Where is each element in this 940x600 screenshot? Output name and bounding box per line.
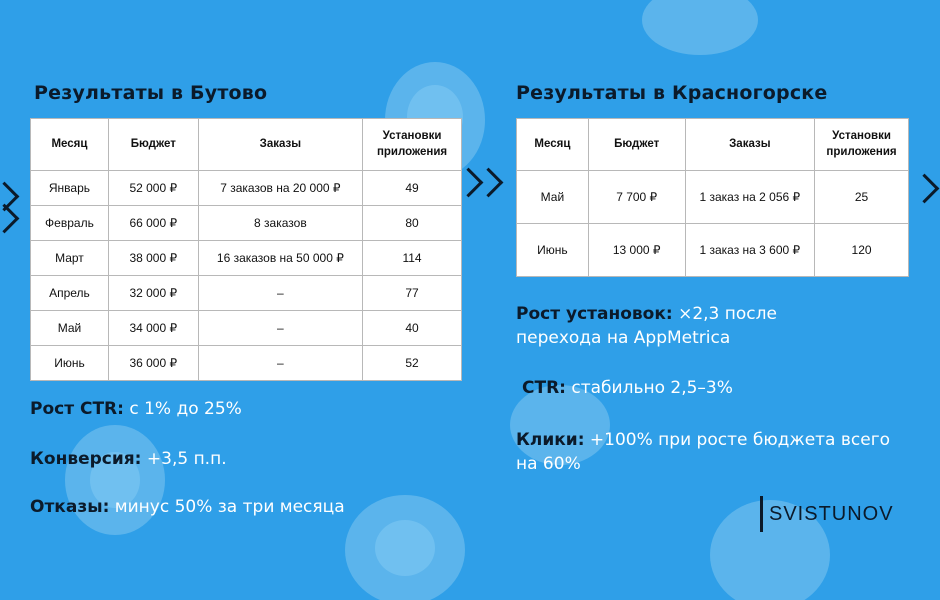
table-cell: 25 [815,171,909,224]
stat-value: +100% при росте бюджета всего на 60% [516,430,891,474]
table-cell: Январь [31,171,109,206]
table-cell: – [198,276,362,311]
stat-value: +3,5 п.п. [141,449,227,469]
table-row [517,171,909,224]
stat-label: Рост CTR: [30,399,124,419]
butovo-stat-ctr [30,397,242,421]
table-cell: Май [31,311,109,346]
butovo-title: Результаты в Бутово [34,82,268,104]
table-cell: 40 [363,311,462,346]
stat-label: Отказы: [30,497,110,517]
krasnogorsk-stat-ctr [522,376,733,400]
column-header: Бюджет [588,119,685,171]
butovo-table [30,118,462,381]
table-cell: 52 [363,346,462,381]
table-cell: – [198,346,362,381]
column-header: Месяц [517,119,589,171]
column-header: Заказы [198,119,362,171]
table-cell: Июнь [517,224,589,277]
logo-mark-icon [760,496,763,532]
table-header-row [31,119,462,171]
decorative-sushi-icon [60,420,170,540]
column-header: Бюджет [108,119,198,171]
stat-value: минус 50% за три месяца [109,497,345,517]
decorative-sushi-icon [340,480,470,600]
stat-label: Конверсия: [30,449,142,469]
table-cell: 16 заказов на 50 000 ₽ [198,241,362,276]
table-cell: 1 заказ на 3 600 ₽ [685,224,815,277]
table-cell: 52 000 ₽ [108,171,198,206]
table-cell: 114 [363,241,462,276]
stat-label: CTR: [522,378,566,398]
krasnogorsk-stat-installs [516,302,856,350]
chevron-right-icon [910,174,940,204]
table-cell: Июнь [31,346,109,381]
chevron-right-icon [0,204,19,234]
butovo-stat-conversion [30,447,227,471]
table-cell: 38 000 ₽ [108,241,198,276]
table-cell: 13 000 ₽ [588,224,685,277]
table-row [31,276,462,311]
column-header: Установки приложения [815,119,909,171]
stat-value: стабильно 2,5–3% [565,378,733,398]
stat-label: Клики: [516,430,585,450]
column-header: Заказы [685,119,815,171]
table-cell: 8 заказов [198,206,362,241]
table-cell: Февраль [31,206,109,241]
table-header-row [517,119,909,171]
table-cell: 77 [363,276,462,311]
krasnogorsk-title: Результаты в Красногорске [516,82,828,104]
stat-label: Рост установок: [516,304,673,324]
table-cell: 66 000 ₽ [108,206,198,241]
krasnogorsk-table [516,118,909,277]
column-header: Установки приложения [363,119,462,171]
table-cell: Май [517,171,589,224]
table-cell: Март [31,241,109,276]
table-cell: 34 000 ₽ [108,311,198,346]
table-cell: 36 000 ₽ [108,346,198,381]
butovo-stat-bounces [30,495,345,519]
table-cell: 80 [363,206,462,241]
table-cell: 120 [815,224,909,277]
table-cell: 49 [363,171,462,206]
decorative-sushi-icon [640,0,760,60]
column-header: Месяц [31,119,109,171]
logo-text: SVISTUNOV [769,502,894,525]
stat-value: ×2,3 после перехода на AppMetrica [516,304,777,348]
table-row [517,224,909,277]
table-cell: 7 700 ₽ [588,171,685,224]
table-row [31,346,462,381]
table-cell: 32 000 ₽ [108,276,198,311]
table-cell: 7 заказов на 20 000 ₽ [198,171,362,206]
stat-value: с 1% до 25% [123,399,242,419]
table-row [31,311,462,346]
table-row [31,171,462,206]
table-cell: 1 заказ на 2 056 ₽ [685,171,815,224]
krasnogorsk-stat-clicks [516,428,896,476]
table-cell: Апрель [31,276,109,311]
table-row [31,241,462,276]
table-cell: – [198,311,362,346]
table-row [31,206,462,241]
brand-logo [760,496,894,532]
